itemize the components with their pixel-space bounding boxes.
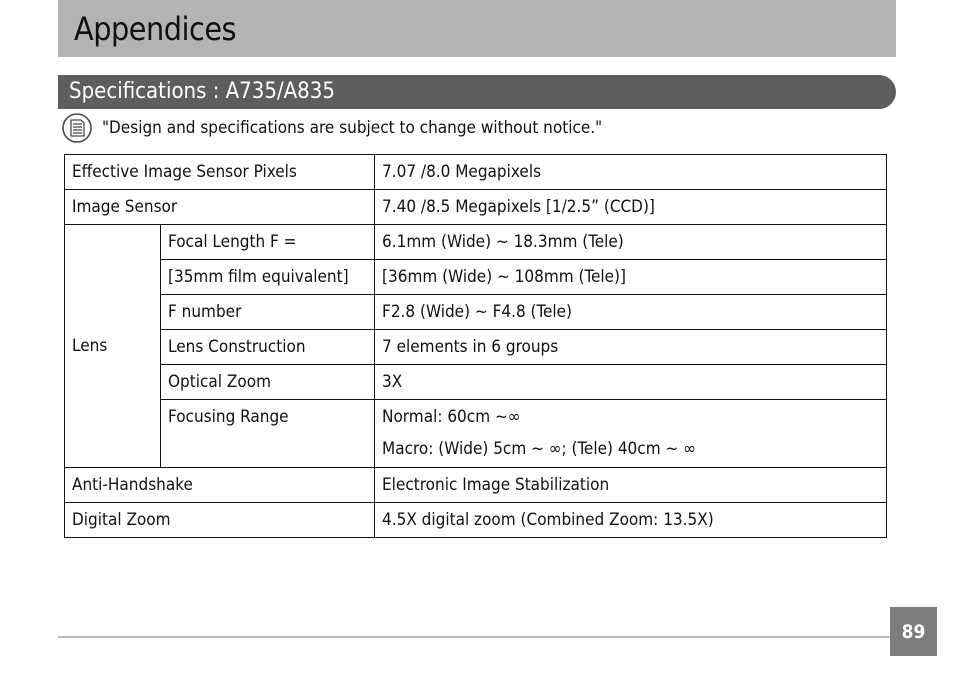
spec-label: Image Sensor <box>65 190 375 225</box>
spec-sublabel: [35mm film equivalent] <box>161 260 375 295</box>
spec-label: Effective Image Sensor Pixels <box>65 155 375 190</box>
spec-value: 7.07 /8.0 Megapixels <box>375 155 887 190</box>
table-row <box>65 155 887 190</box>
section-title: Specifications : A735/A835 <box>69 79 335 104</box>
spec-value: [36mm (Wide) ~ 108mm (Tele)] <box>375 260 887 295</box>
spec-sublabel: Optical Zoom <box>161 365 375 400</box>
spec-sublabel: F number <box>161 295 375 330</box>
chapter-header-bar <box>58 0 896 57</box>
spec-value: 7.40 /8.5 Megapixels [1/2.5” (CCD)] <box>375 190 887 225</box>
note-text: "Design and specifications are subject to change without notice." <box>102 118 603 138</box>
spec-label: Anti-Handshake <box>65 468 375 503</box>
spec-value: F2.8 (Wide) ~ F4.8 (Tele) <box>375 295 887 330</box>
table-row <box>65 260 887 295</box>
spec-label: Digital Zoom <box>65 503 375 538</box>
spec-sublabel: Focal Length F = <box>161 225 375 260</box>
table-row <box>65 190 887 225</box>
spec-sublabel-text: Focusing Range <box>168 407 289 427</box>
spec-value: 3X <box>375 365 887 400</box>
spec-value: 4.5X digital zoom (Combined Zoom: 13.5X) <box>375 503 887 538</box>
note-icon <box>62 113 92 143</box>
table-row <box>65 468 887 503</box>
table-row <box>65 365 887 400</box>
page-number: 89 <box>890 607 937 656</box>
table-row <box>65 400 887 468</box>
spec-value: 6.1mm (Wide) ~ 18.3mm (Tele) <box>375 225 887 260</box>
table-row <box>65 295 887 330</box>
spec-sublabel: Lens Construction <box>161 330 375 365</box>
table-row <box>65 503 887 538</box>
chapter-title: Appendices <box>74 10 237 48</box>
note <box>62 112 602 144</box>
specifications-table <box>64 154 887 538</box>
spec-value <box>375 400 887 468</box>
footer-divider <box>58 636 892 638</box>
lens-group-label: Lens <box>65 225 161 468</box>
spec-value-line: Normal: 60cm ~∞ <box>382 407 521 427</box>
spec-value: 7 elements in 6 groups <box>375 330 887 365</box>
table-row <box>65 330 887 365</box>
section-header-bar <box>58 75 896 109</box>
spec-value-line: Macro: (Wide) 5cm ~ ∞; (Tele) 40cm ~ ∞ <box>382 439 696 459</box>
spec-value: Electronic Image Stabilization <box>375 468 887 503</box>
table-row <box>65 225 887 260</box>
spec-sublabel <box>161 400 375 468</box>
